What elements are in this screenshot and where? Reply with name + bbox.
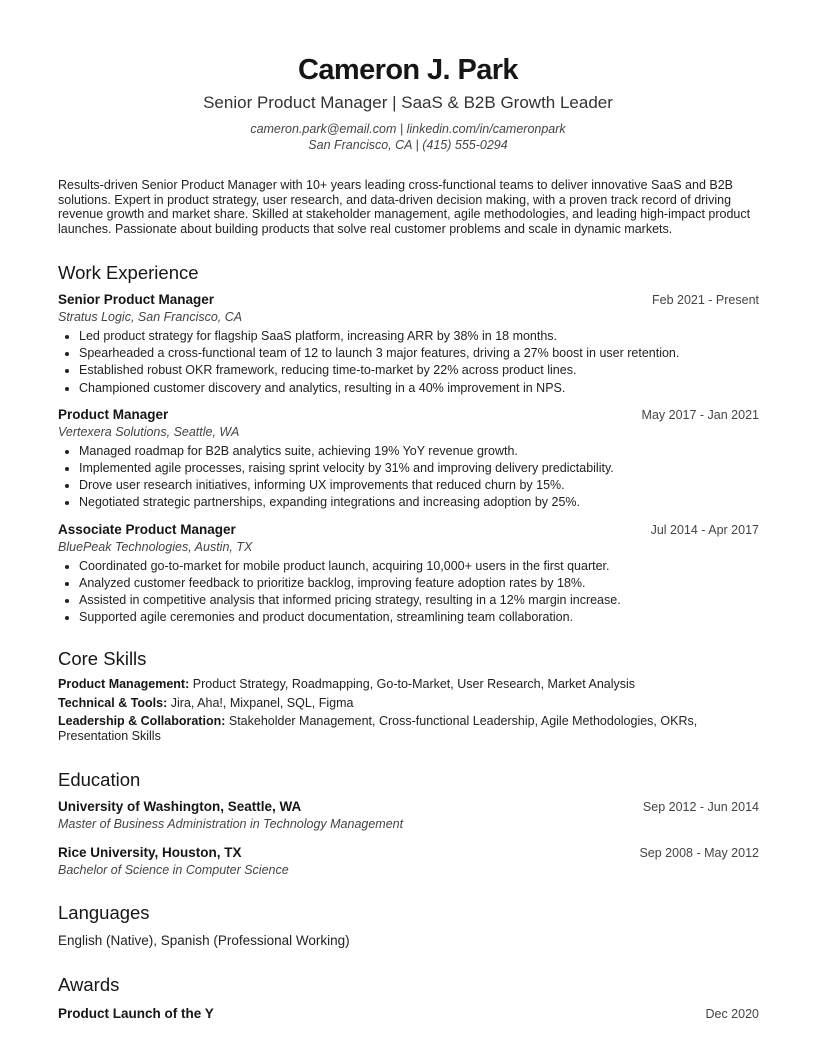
contact-line-email-linkedin: cameron.park@email.com | linkedin.com/in/cameronpark [250, 122, 566, 136]
job-dates: Feb 2021 - Present [651, 293, 759, 307]
job-bullet: • Drove user research initiatives, informing UX improvements that reduced churn by 15%. [79, 477, 759, 494]
job-bullet: • Spearheaded a cross-functional team of 12 to launch 3 major features, driving a 27% boost in user retention. [79, 345, 759, 362]
job-entry [58, 407, 759, 512]
education-school: Rice University, Houston, TX [58, 845, 242, 861]
job-bullet: • Implemented agile processes, raising sprint velocity by 31% and improving delivery predictability. [79, 460, 759, 477]
languages-list: English (Native), Spanish (Professional Working) [58, 933, 350, 949]
job-company: Stratus Logic, San Francisco, CA [58, 310, 243, 324]
education-header [58, 845, 759, 860]
job-company: BluePeak Technologies, Austin, TX [58, 539, 253, 554]
resume-body [58, 178, 759, 1021]
job-dates: Jul 2014 - Apr 2017 [650, 522, 759, 537]
awards-section [58, 974, 759, 1021]
job-bullets [58, 558, 759, 627]
education-header [58, 799, 759, 814]
education-school: University of Washington, Seattle, WA [58, 799, 302, 815]
skill-items: Stakeholder Management, Cross-functional Leadership, Agile Methodologies, OKRs, Presentation Skills [58, 714, 698, 743]
job-bullet: • Coordinated go-to-market for mobile product launch, acquiring 10,000+ users in the first quarter. [79, 558, 759, 575]
section-title-core-skills: Core Skills [58, 648, 147, 670]
section-title-awards: Awards [58, 974, 120, 996]
skill-items: Product Strategy, Roadmapping, Go-to-Market, User Research, Market Analysis [192, 677, 636, 692]
skill-row [58, 677, 759, 692]
work-experience-section [58, 262, 759, 626]
job-bullet: • Analyzed customer feedback to prioritize backlog, improving feature adoption rates by 18%. [79, 575, 759, 592]
award-entry [58, 1006, 759, 1021]
job-entry [58, 522, 759, 627]
job-bullet: • Led product strategy for flagship SaaS platform, increasing ARR by 38% in 18 months. [79, 328, 759, 345]
job-header [58, 407, 759, 422]
education-entry [58, 845, 759, 878]
core-skills-section [58, 648, 759, 743]
job-title: Associate Product Manager [58, 521, 236, 537]
job-bullets [58, 328, 759, 397]
job-bullet: • Championed customer discovery and analytics, resulting in a 40% improvement in NPS. [79, 380, 759, 397]
professional-summary: Results-driven Senior Product Manager with 10+ years leading cross-functional teams to deliver innovative SaaS and B2B solutions. Expert in product strategy, user research, and data-driven decision making, with a proven track record of driving revenue growth and market share. Skilled at stakeholder management, agile methodologies, and leading high-impact product launches. Passionate about building products that solve real customer problems and scale in dynamic markets. [58, 178, 751, 236]
job-bullets [58, 443, 759, 512]
award-title: Product Launch of the Y [58, 1006, 214, 1022]
education-dates: Sep 2008 - May 2012 [639, 846, 759, 861]
section-title-work-experience: Work Experience [58, 262, 199, 283]
job-bullet: • Established robust OKR framework, reducing time-to-market by 22% across product lines. [79, 362, 759, 379]
section-title-education: Education [58, 769, 141, 791]
education-entry [58, 799, 759, 832]
skill-row [58, 696, 759, 711]
languages-section [58, 902, 759, 949]
job-bullet: • Assisted in competitive analysis that informed pricing strategy, resulting in a 12% margin increase. [79, 592, 759, 609]
job-header [58, 292, 759, 307]
skill-category: Technical & Tools: [58, 695, 168, 710]
job-title: Product Manager [58, 406, 169, 422]
job-bullet: • Negotiated strategic partnerships, expanding integrations and increasing adoption by 25%. [79, 494, 759, 511]
job-bullet: • Managed roadmap for B2B analytics suite, achieving 19% YoY revenue growth. [79, 443, 759, 460]
candidate-name: Cameron J. Park [298, 54, 518, 86]
contact-line-location-phone: San Francisco, CA | (415) 555-0294 [308, 137, 508, 152]
job-header [58, 522, 759, 537]
award-date: Dec 2020 [705, 1007, 759, 1022]
skill-category: Leadership & Collaboration: [58, 714, 226, 729]
education-section [58, 769, 759, 878]
job-bullet: • Supported agile ceremonies and product documentation, streamlining team collaboration. [79, 609, 759, 626]
section-title-languages: Languages [58, 902, 150, 924]
candidate-headline: Senior Product Manager | SaaS & B2B Growth Leader [203, 93, 613, 112]
education-degree: Bachelor of Science in Computer Science [58, 863, 289, 878]
skill-items: Jira, Aha!, Mixpanel, SQL, Figma [170, 695, 354, 710]
skill-category: Product Management: [58, 677, 190, 692]
education-degree: Master of Business Administration in Technology Management [58, 817, 404, 832]
resume-header [0, 0, 816, 153]
job-dates: May 2017 - Jan 2021 [641, 407, 759, 422]
job-title: Senior Product Manager [58, 292, 215, 307]
contact-info [0, 122, 816, 153]
education-dates: Sep 2012 - Jun 2014 [642, 800, 759, 815]
skill-row [58, 714, 759, 743]
job-company: Vertexera Solutions, Seattle, WA [58, 424, 240, 439]
job-entry [58, 292, 759, 397]
